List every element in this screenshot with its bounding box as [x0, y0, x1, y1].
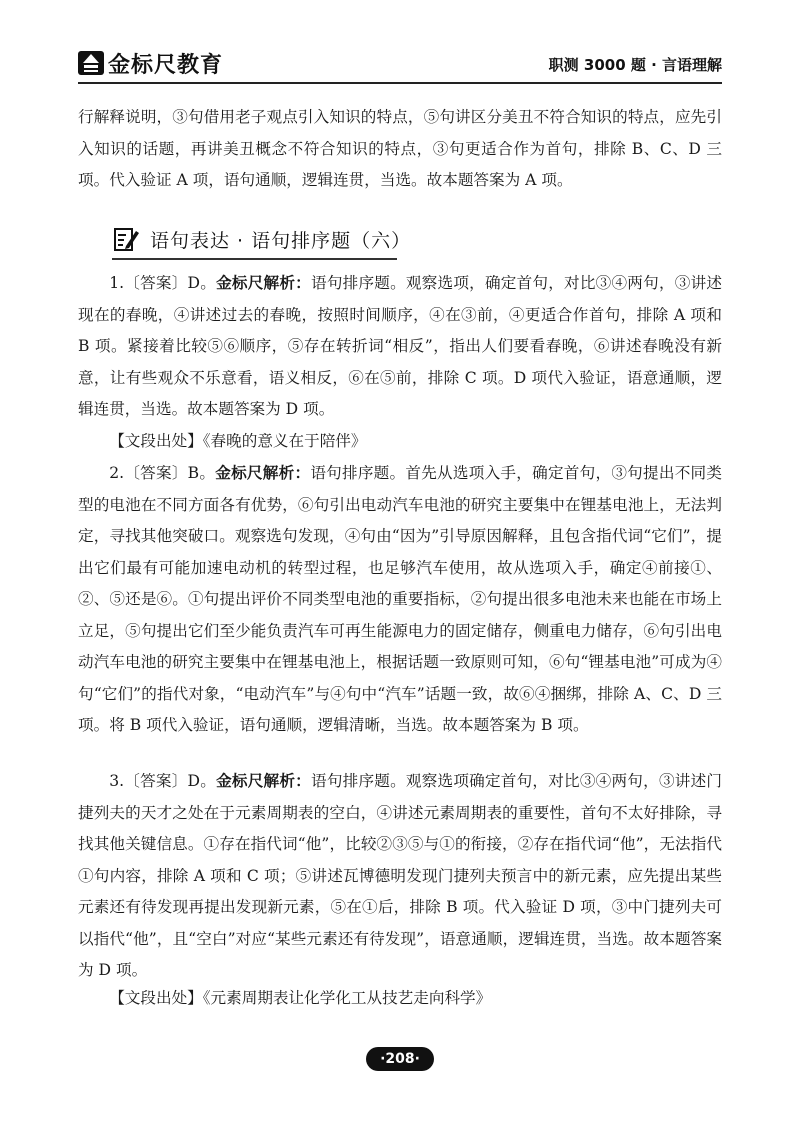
answer-2-label: 金标尺解析：	[215, 464, 311, 482]
answer-3-label: 金标尺解析：	[216, 772, 311, 790]
source-2: 【文段出处】《元素周期表让化学化工从技艺走向科学》	[109, 989, 492, 1007]
answer-1-prefix: 1.〔答案〕D。	[109, 274, 217, 292]
intro-paragraph: 行解释说明，③句借用老子观点引入知识的特点，⑤句讲区分美丑不符合知识的特点，应先引入知识的话题，再讲美丑概念不符合知识的特点，③句更适合作为首句，排除 B、C、D 三项。代入验证 A 项，语句通顺，逻辑连贯，当选。故本题答案为 A 项。	[78, 108, 722, 189]
page-number: ·208·	[366, 1047, 434, 1071]
section-title: 语句表达 · 语句排序题（六）	[150, 229, 412, 252]
answer-3	[78, 766, 722, 987]
page-header	[78, 44, 722, 84]
section-heading	[112, 222, 411, 256]
answer-3-prefix: 3.〔答案〕D。	[109, 772, 217, 790]
brand-name: 金标尺教育	[108, 52, 224, 78]
answer-2-text: 语句排序题。首先从选项入手，确定首句，③句提出不同类型的电池在不同方面各有优势，⑥句引出电动汽车电池的研究主要集中在锂基电池上，无法判定，寻找其他突破口。观察选句发现，④句由“因为”引导原因解释，且包含指代词“它们”，提出它们最有可能加速电动机的转型过程，也足够汽车使用，故从选项入手，确定④前接①、②、⑤还是⑥。①句提出评价不同类型电池的重要指标，②句提出很多电池未来也能在市场上立足，⑤句提出它们至少能负责汽车可再生能源电力的固定储存，侧重电力储存，⑥句引出电动汽车电池的研究主要集中在锂基电池上，根据话题一致原则可知，⑥句“锂基电池”可成为④句“它们”的指代对象，“电动汽车”与④句中“汽车”话题一致，故⑥④捆绑，排除 A、C、D 三项。将 B 项代入验证，语句通顺，逻辑清晰，当选。故本题答案为 B 项。	[78, 464, 722, 734]
answer-2-prefix: 2.〔答案〕B。	[109, 464, 216, 482]
brand-logo-icon	[78, 51, 104, 75]
answer-1	[78, 268, 722, 426]
answer-1-text: 语句排序题。观察选项，确定首句，对比③④两句，③讲述现在的春晚，④讲述过去的春晚，按照时间顺序，④在③前，④更适合作首句，排除 A 项和 B 项。紧接着比较⑤⑥顺序，⑤存在转折词“相反”，指出人们要看春晚，⑥讲述春晚没有新意，让有些观众不乐意看，语义相反，⑥在⑤前，排除 C 项。D 项代入验证，语意通顺，逻辑连贯，当选。故本题答案为 D 项。	[78, 274, 722, 418]
answer-2	[78, 458, 722, 742]
brand-logo	[78, 50, 223, 76]
answer-3-text: 语句排序题。观察选项确定首句，对比③④两句，③讲述门捷列夫的天才之处在于元素周期表的空白，④讲述元素周期表的重要性，首句不太好排除，寻找其他关键信息。①存在指代词“他”，比较②③⑤与①的衔接，②存在指代词“他”，无法指代①句内容，排除 A 项和 C 项；⑤讲述瓦博德明发现门捷列夫预言中的新元素，应先提出某些元素还有待发现再提出发现新元素，⑤在①后，排除 B 项。代入验证 D 项，③中门捷列夫可以指代“他”，且“空白”对应“某些元素还有待发现”，语意通顺，逻辑连贯，当选。故本题答案为 D 项。	[78, 772, 722, 979]
section-title-underline	[112, 258, 397, 260]
book-title: 职测 3000 题 · 言语理解	[548, 56, 722, 74]
source-1: 【文段出处】《春晚的意义在于陪伴》	[109, 432, 367, 450]
edit-note-icon	[112, 225, 140, 253]
answer-1-label: 金标尺解析：	[216, 274, 311, 292]
